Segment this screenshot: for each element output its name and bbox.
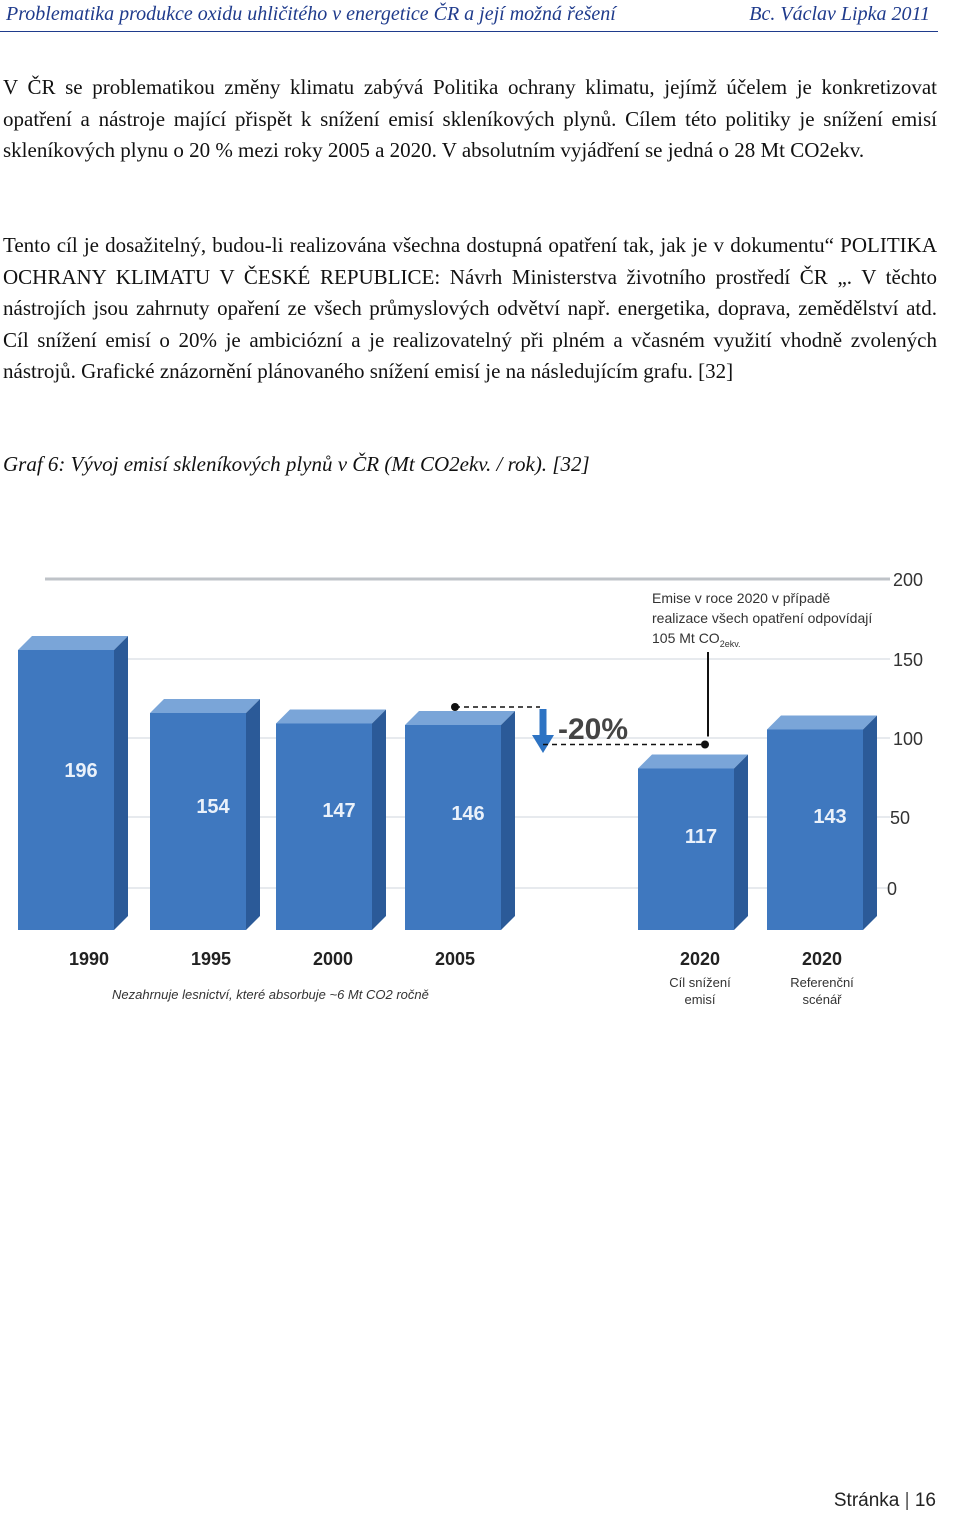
bar-top bbox=[638, 755, 748, 769]
bar-side bbox=[501, 711, 515, 930]
reduction-label: -20% bbox=[558, 713, 629, 746]
bar-front bbox=[276, 724, 372, 931]
x-tick-sublabel: scénář bbox=[802, 992, 842, 1007]
header-title: Problematika produkce oxidu uhličitého v energetice ČR a její možná řešení bbox=[6, 3, 616, 25]
chart-bars bbox=[18, 636, 877, 930]
bar-front bbox=[767, 730, 863, 931]
bar-top bbox=[405, 711, 515, 725]
y-tick-label: 50 bbox=[890, 808, 911, 828]
bar bbox=[405, 711, 515, 930]
header-rule bbox=[0, 31, 938, 32]
bar-top bbox=[767, 716, 877, 730]
bar-front bbox=[18, 650, 114, 930]
bar-top bbox=[150, 699, 260, 713]
paragraph-1: V ČR se problematikou změny klimatu zabývá Politika ochrany klimatu, jejímž účelem je konkretizovat opatření a nástroje mající přispět k snížení emisí skleníkových plynů. Cílem této politiky je snížení emisí skleníkových plynu o 20 % mezi roky 2005 a 2020. V absolutním vyjádření se jedná o 28 Mt CO2ekv. bbox=[3, 75, 937, 163]
y-axis-ticks bbox=[887, 570, 923, 899]
bar bbox=[150, 699, 260, 930]
x-tick-label: 2020 bbox=[801, 949, 843, 969]
x-tick-label: 1990 bbox=[68, 949, 110, 969]
bar-side bbox=[246, 699, 260, 930]
bar bbox=[638, 755, 748, 931]
x-tick-label: 2000 bbox=[312, 949, 354, 969]
emissions-chart bbox=[0, 555, 960, 1015]
chart-note: Nezahrnuje lesnictví, které absorbuje ~6 Mt CO2 ročně bbox=[112, 987, 429, 1002]
x-tick-label: 2020 bbox=[679, 949, 721, 969]
bar-front bbox=[405, 725, 501, 930]
annotation-line-2: realizace všech opatření odpovídají bbox=[652, 610, 873, 626]
bar-front bbox=[638, 769, 734, 931]
x-tick-sublabel: Referenční bbox=[790, 975, 854, 990]
bar-side bbox=[863, 716, 877, 931]
x-tick-sublabel: Cíl snížení bbox=[669, 975, 731, 990]
figure-caption: Graf 6: Vývoj emisí skleníkových plynů v ČR (Mt CO2ekv. / rok). [32] bbox=[3, 452, 590, 476]
bar-value-label: 146 bbox=[451, 803, 485, 825]
bar-value-label: 117 bbox=[684, 826, 718, 848]
bar-side bbox=[114, 636, 128, 930]
bar-value-label: 147 bbox=[322, 800, 356, 822]
bar-side bbox=[372, 710, 386, 931]
bar bbox=[767, 716, 877, 931]
bar-top bbox=[276, 710, 386, 724]
bar-front bbox=[150, 713, 246, 930]
annotation-line-3: 105 Mt $CO_{2ekv.}$ bbox=[652, 630, 741, 649]
footer-label: Stránka bbox=[833, 1490, 900, 1511]
bar bbox=[276, 710, 386, 931]
page-footer: Stránka | 16 bbox=[833, 1490, 936, 1511]
bar-top bbox=[18, 636, 128, 650]
bar-value-label: 143 bbox=[813, 806, 847, 828]
y-tick-label: 200 bbox=[893, 570, 924, 590]
bar-value-label: 154 bbox=[196, 796, 230, 818]
paragraph-2: Tento cíl je dosažitelný, budou-li realizována všechna dostupná opatření tak, jak je v dokumentu“ POLITIKA OCHRANY KLIMATU V ČESKÉ REPUBLICE: Návrh Ministerstva životního prostředí ČR „. V těchto nástrojích jsou zahrnuty opaření ze všech průmyslových odvětví např. energetika, doprava, zemědělství atd. Cíl snížení emisí o 20% je ambiciózní a je realizovatelný při plném a včasném využití vhodně zvolených nástrojů. Grafické znázornění plánovaného snížení emisí je na následujícím grafu. [32] bbox=[3, 233, 937, 384]
bar-value-label: 196 bbox=[64, 760, 98, 782]
header-author: Bc. Václav Lipka 2011 bbox=[749, 3, 930, 25]
y-tick-label: 150 bbox=[893, 650, 924, 670]
x-tick-label: 2005 bbox=[434, 949, 476, 969]
chart-annotation bbox=[652, 590, 872, 649]
page-number: 16 bbox=[914, 1490, 936, 1511]
bar bbox=[18, 636, 128, 930]
x-tick-label: 1995 bbox=[190, 949, 232, 969]
y-tick-label: 100 bbox=[893, 729, 924, 749]
bar-side bbox=[734, 755, 748, 931]
running-header bbox=[0, 0, 960, 32]
y-tick-label: 0 bbox=[887, 879, 898, 899]
x-tick-sublabel: emisí bbox=[684, 992, 716, 1007]
annotation-line-1: Emise v roce 2020 v případě bbox=[652, 590, 831, 606]
